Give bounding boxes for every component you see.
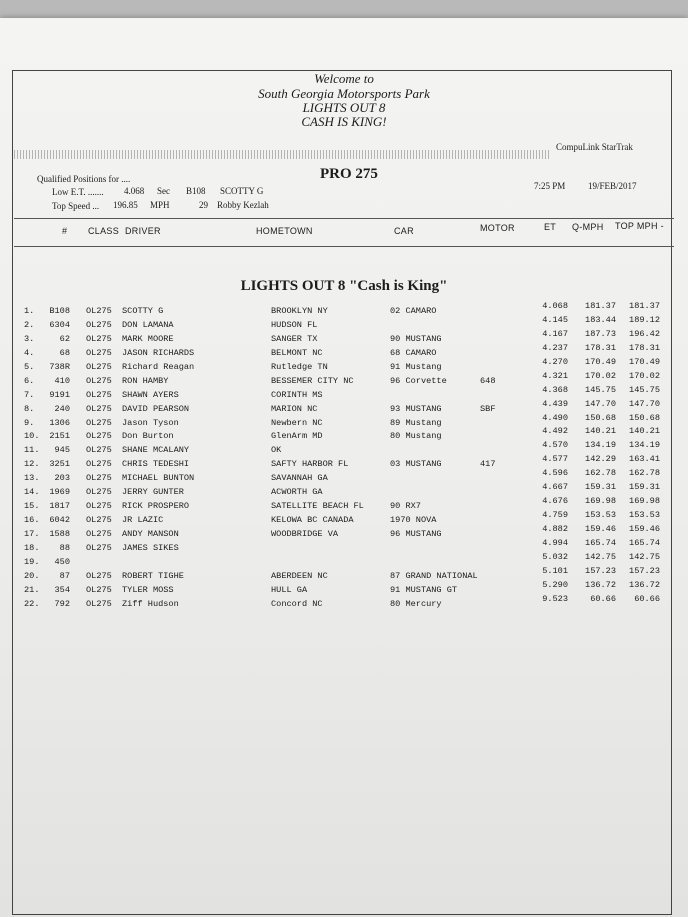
hometown-cell: MARION NC [271, 403, 318, 414]
driver-cell: MICHAEL BUNTON [122, 473, 195, 484]
top-mph-cell: 157.23 [629, 565, 660, 576]
class-cell: OL275 [86, 389, 112, 400]
header-hatch-rule [14, 150, 549, 159]
col-et: ET [544, 222, 557, 232]
car-number-cell: 203 [54, 473, 70, 484]
hometown-cell: SATELLITE BEACH FL [271, 501, 364, 512]
class-cell: OL275 [86, 306, 112, 316]
driver-cell: JR LAZIC [122, 515, 164, 526]
driver-cell: JAMES SIKES [122, 542, 179, 553]
motor-cell: 417 [480, 459, 496, 470]
car-number-cell: B108 [49, 306, 70, 316]
low-et-value: 4.068 [124, 186, 145, 196]
hometown-cell: SAFTY HARBOR FL [271, 459, 349, 470]
top-mph-cell: 150.68 [629, 412, 660, 423]
qualifying-mph-cell: 145.75 [585, 384, 616, 395]
elapsed-time-cell: 4.570 [542, 440, 568, 451]
top-mph-cell: 159.46 [629, 524, 660, 534]
qualifying-mph-cell: 159.46 [585, 524, 616, 534]
position-cell: 4. [24, 347, 35, 358]
class-cell: OL275 [86, 361, 112, 372]
position-cell: 16. [24, 515, 40, 526]
qualifying-mph-cell: 60.66 [590, 593, 616, 604]
position-cell: 19. [24, 556, 40, 567]
car-number-cell: 2151 [49, 431, 70, 442]
driver-cell: CHRIS TEDESHI [122, 459, 190, 470]
elapsed-time-cell: 9.523 [542, 593, 568, 604]
event-name: LIGHTS OUT 8 [302, 100, 386, 115]
qualifying-mph-cell: 136.72 [585, 579, 616, 590]
hometown-cell: SANGER TX [271, 333, 318, 344]
car-number-cell: 1969 [49, 487, 70, 498]
elapsed-time-cell: 4.237 [542, 342, 568, 353]
position-cell: 17. [24, 529, 40, 539]
qualifying-mph-cell: 170.02 [585, 370, 616, 381]
car-number-cell: 62 [59, 333, 70, 344]
qualifying-mph-cell: 142.75 [585, 551, 616, 562]
col-hometown: HOMETOWN [256, 226, 313, 236]
hometown-cell: WOODBRIDGE VA [271, 529, 339, 539]
low-et-label: Low E.T. ....... [52, 187, 104, 197]
car-number-cell: 68 [59, 347, 70, 358]
class-cell: OL275 [86, 584, 112, 595]
car-cell: 80 Mustang [390, 431, 442, 442]
elapsed-time-cell: 4.882 [542, 524, 568, 534]
class-title: PRO 275 [320, 166, 378, 182]
car-number-cell: 9191 [49, 389, 70, 400]
qualifying-mph-cell: 157.23 [585, 565, 616, 576]
driver-cell: DON LAMANA [122, 319, 174, 330]
col-class: CLASS [88, 226, 120, 236]
hometown-cell: HUDSON FL [271, 319, 318, 330]
class-cell: OL275 [86, 319, 112, 330]
hometown-cell: CORINTH MS [271, 389, 323, 400]
top-mph-cell: 181.37 [629, 301, 660, 311]
elapsed-time-cell: 4.759 [542, 510, 568, 521]
position-cell: 1. [24, 306, 35, 316]
col-qmph: Q-MPH [572, 222, 604, 232]
hometown-cell: SAVANNAH GA [271, 473, 328, 484]
top-mph-cell: 60.66 [634, 593, 660, 604]
col-car: CAR [394, 226, 414, 236]
qualifying-mph-cell: 153.53 [585, 510, 616, 521]
class-cell: OL275 [86, 515, 112, 526]
top-mph-cell: 140.21 [629, 426, 660, 437]
low-et-unit: Sec [157, 186, 170, 196]
class-cell: OL275 [86, 598, 112, 609]
class-cell: OL275 [86, 529, 112, 539]
driver-cell: Ziff Hudson [122, 598, 179, 609]
top-mph-cell: 159.31 [629, 482, 660, 493]
class-cell: OL275 [86, 501, 112, 512]
hometown-cell: Rutledge TN [271, 361, 328, 372]
car-number-cell: 738R [49, 361, 70, 372]
qualifying-mph-cell: 147.70 [585, 398, 616, 409]
qualifying-mph-cell: 159.31 [585, 482, 616, 493]
driver-cell: SHAWN AYERS [122, 389, 179, 400]
table-row [0, 593, 688, 613]
position-cell: 8. [24, 403, 35, 414]
qualifying-mph-cell: 140.21 [585, 426, 616, 437]
car-cell: 80 Mercury [390, 598, 442, 609]
qualifying-mph-cell: 169.98 [585, 496, 616, 507]
car-cell: 03 MUSTANG [390, 459, 442, 470]
elapsed-time-cell: 4.439 [542, 398, 568, 409]
driver-cell: SHANE MCALANY [122, 445, 190, 456]
car-number-cell: 354 [54, 584, 70, 595]
car-cell: 87 GRAND NATIONAL [390, 570, 478, 581]
class-cell: OL275 [86, 445, 112, 456]
class-cell: OL275 [86, 333, 112, 344]
report-date: 19/FEB/2017 [588, 181, 637, 191]
position-cell: 10. [24, 431, 40, 442]
hometown-cell: BELMONT NC [271, 347, 323, 358]
position-cell: 6. [24, 375, 35, 386]
low-et-car: B108 [186, 186, 206, 196]
top-mph-cell: 170.02 [629, 370, 660, 381]
driver-cell: RON HAMBY [122, 375, 169, 386]
car-cell: 91 MUSTANG GT [390, 584, 458, 595]
class-cell: OL275 [86, 431, 112, 442]
qualifying-mph-cell: 150.68 [585, 412, 616, 423]
position-cell: 15. [24, 501, 40, 512]
driver-cell: RICK PROSPERO [122, 501, 190, 512]
position-cell: 14. [24, 487, 40, 498]
car-number-cell: 792 [54, 598, 70, 609]
elapsed-time-cell: 4.321 [542, 370, 568, 381]
top-mph-cell: 153.53 [629, 510, 660, 521]
position-cell: 21. [24, 584, 40, 595]
system-name: CompuLink StarTrak [556, 142, 633, 152]
top-mph-cell: 178.31 [629, 342, 660, 353]
elapsed-time-cell: 4.596 [542, 468, 568, 479]
driver-cell: JERRY GUNTER [122, 487, 184, 498]
results-title: LIGHTS OUT 8 "Cash is King" [240, 278, 448, 294]
elapsed-time-cell: 4.068 [542, 301, 568, 311]
motor-cell: 648 [480, 375, 496, 386]
top-mph-cell: 136.72 [629, 579, 660, 590]
car-number-cell: 1817 [49, 501, 70, 512]
class-cell: OL275 [86, 487, 112, 498]
car-cell: 90 RX7 [390, 501, 421, 512]
car-number-cell: 6304 [49, 319, 70, 330]
driver-cell: Don Burton [122, 431, 174, 442]
elapsed-time-cell: 5.290 [542, 579, 568, 590]
qualifying-mph-cell: 187.73 [585, 328, 616, 339]
hometown-cell: ABERDEEN NC [271, 570, 328, 581]
elapsed-time-cell: 4.492 [542, 426, 568, 437]
class-cell: OL275 [86, 570, 112, 581]
qualifying-mph-cell: 181.37 [585, 301, 616, 311]
class-cell: OL275 [86, 473, 112, 484]
driver-cell: DAVID PEARSON [122, 403, 190, 414]
position-cell: 2. [24, 319, 35, 330]
car-number-cell: 410 [54, 375, 70, 386]
top-mph-cell: 170.49 [629, 356, 660, 367]
hometown-cell: KELOWA BC CANADA [271, 515, 354, 526]
elapsed-time-cell: 5.101 [542, 565, 568, 576]
hometown-cell: Concord NC [271, 598, 323, 609]
class-cell: OL275 [86, 542, 112, 553]
car-number-cell: 87 [59, 570, 70, 581]
results-table [0, 301, 688, 613]
qualified-label: Qualified Positions for .... [37, 174, 131, 184]
qualifying-mph-cell: 142.29 [585, 454, 616, 465]
top-speed-value: 196.85 [113, 200, 138, 210]
class-cell: OL275 [86, 403, 112, 414]
class-cell: OL275 [86, 417, 112, 428]
car-cell: 90 MUSTANG [390, 333, 442, 344]
elapsed-time-cell: 5.032 [542, 551, 568, 562]
elapsed-time-cell: 4.676 [542, 496, 568, 507]
track-name: South Georgia Motorsports Park [258, 86, 430, 101]
driver-cell: Richard Reagan [122, 361, 195, 372]
col-driver: DRIVER [125, 226, 161, 236]
top-mph-cell: 147.70 [629, 398, 660, 409]
qualifying-mph-cell: 134.19 [585, 440, 616, 451]
position-cell: 7. [24, 389, 35, 400]
col-topmph: TOP MPH - [615, 221, 664, 231]
position-cell: 13. [24, 473, 40, 484]
car-cell: 1970 NOVA [390, 515, 437, 526]
elapsed-time-cell: 4.167 [542, 328, 568, 339]
car-number-cell: 88 [59, 542, 70, 553]
top-mph-cell: 134.19 [629, 440, 660, 451]
header-bottom-rule [14, 246, 674, 247]
top-mph-cell: 145.75 [629, 384, 660, 395]
driver-cell: SCOTTY G [122, 306, 164, 316]
top-mph-cell: 162.78 [629, 468, 660, 479]
driver-cell: JASON RICHARDS [122, 347, 195, 358]
elapsed-time-cell: 4.667 [542, 482, 568, 493]
welcome-line-1: Welcome to [314, 71, 374, 86]
car-cell: 02 CAMARO [390, 306, 437, 316]
col-motor: MOTOR [480, 223, 515, 233]
car-number-cell: 1306 [49, 417, 70, 428]
hometown-cell: BROOKLYN NY [271, 306, 328, 316]
report-time: 7:25 PM [534, 181, 566, 191]
qualifying-mph-cell: 170.49 [585, 356, 616, 367]
top-mph-cell: 189.12 [629, 314, 660, 325]
top-mph-cell: 169.98 [629, 496, 660, 507]
car-number-cell: 450 [54, 556, 70, 567]
hometown-cell: Newbern NC [271, 417, 323, 428]
car-cell: 68 CAMARO [390, 347, 437, 358]
elapsed-time-cell: 4.994 [542, 537, 568, 548]
car-cell: 96 MUSTANG [390, 529, 442, 539]
position-cell: 20. [24, 570, 40, 581]
top-speed-label: Top Speed ... [52, 201, 100, 211]
elapsed-time-cell: 4.270 [542, 356, 568, 367]
driver-cell: MARK MOORE [122, 333, 174, 344]
hometown-cell: OK [271, 445, 282, 456]
car-number-cell: 1588 [49, 529, 70, 539]
elapsed-time-cell: 4.368 [542, 384, 568, 395]
qualifying-mph-cell: 165.74 [585, 537, 616, 548]
top-speed-car: 29 [199, 200, 208, 210]
car-cell: 89 Mustang [390, 417, 442, 428]
elapsed-time-cell: 4.577 [542, 454, 568, 465]
car-number-cell: 240 [54, 403, 70, 414]
hometown-cell: BESSEMER CITY NC [271, 375, 354, 386]
top-speed-driver: Robby Kezlah [217, 200, 269, 210]
top-speed-unit: MPH [150, 200, 170, 210]
top-mph-cell: 165.74 [629, 537, 660, 548]
position-cell: 11. [24, 445, 40, 456]
low-et-driver: SCOTTY G [220, 186, 264, 196]
elapsed-time-cell: 4.490 [542, 412, 568, 423]
car-number-cell: 3251 [49, 459, 70, 470]
elapsed-time-cell: 4.145 [542, 314, 568, 325]
top-mph-cell: 142.75 [629, 551, 660, 562]
hometown-cell: GlenArm MD [271, 431, 323, 442]
hometown-cell: ACWORTH GA [271, 487, 323, 498]
driver-cell: ANDY MANSON [122, 529, 179, 539]
driver-cell: Jason Tyson [122, 417, 179, 428]
position-cell: 5. [24, 361, 35, 372]
qualifying-mph-cell: 178.31 [585, 342, 616, 353]
qualifying-mph-cell: 183.44 [585, 314, 616, 325]
driver-cell: TYLER MOSS [122, 584, 174, 595]
position-cell: 9. [24, 417, 35, 428]
top-mph-cell: 163.41 [629, 454, 660, 465]
event-slogan: CASH IS KING! [301, 114, 387, 129]
position-cell: 18. [24, 542, 40, 553]
position-cell: 3. [24, 333, 35, 344]
motor-cell: SBF [480, 403, 496, 414]
class-cell: OL275 [86, 459, 112, 470]
class-cell: OL275 [86, 375, 112, 386]
car-number-cell: 945 [54, 445, 70, 456]
car-cell: 91 Mustang [390, 361, 442, 372]
class-cell: OL275 [86, 347, 112, 358]
car-cell: 93 MUSTANG [390, 403, 442, 414]
car-cell: 96 Corvette [390, 375, 447, 386]
top-mph-cell: 196.42 [629, 328, 660, 339]
qualifying-mph-cell: 162.78 [585, 468, 616, 479]
car-number-cell: 6042 [49, 515, 70, 526]
position-cell: 22. [24, 598, 40, 609]
col-num: # [62, 226, 68, 236]
header-top-rule [14, 218, 674, 219]
position-cell: 12. [24, 459, 40, 470]
driver-cell: ROBERT TIGHE [122, 570, 184, 581]
hometown-cell: HULL GA [271, 584, 308, 595]
